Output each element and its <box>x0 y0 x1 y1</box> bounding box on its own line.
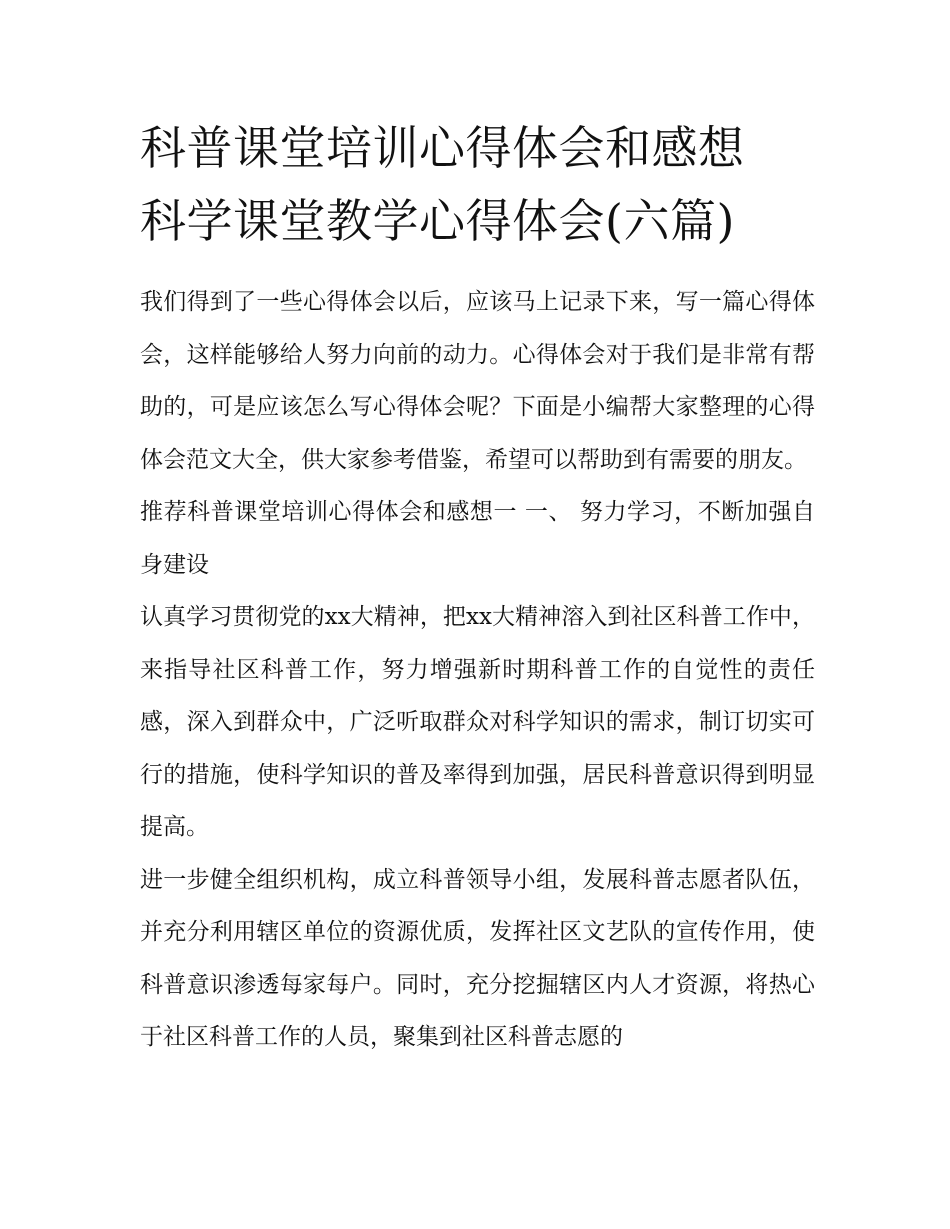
title-line-1: 科普课堂培训心得体会和感想 <box>140 121 745 175</box>
document-body <box>140 112 815 1064</box>
document-title <box>140 112 815 258</box>
body-paragraph: 进一步健全组织机构，成立科普领导小组，发展科普志愿者队伍，并充分利用辖区单位的资源优质，发挥社区文艺队的宣传作用，使科普意识渗透每家每户。同时，充分挖掘辖区内人才资源，将热心于社区科普工作的人员，聚集到社区科普志愿的 <box>140 866 815 1050</box>
section-heading: 推荐科普课堂培训心得体会和感想一 一、 努力学习，不断加强自身建设 <box>140 499 815 578</box>
body-paragraph: 认真学习贯彻党的xx大精神，把xx大精神溶入到社区科普工作中，来指导社区科普工作，努力增强新时期科普工作的自觉性的责任感，深入到群众中，广泛听取群众对科学知识的需求，制订切实可行的措施，使科学知识的普及率得到加强，居民科普意识得到明显提高。 <box>140 604 815 840</box>
intro-paragraph: 我们得到了一些心得体会以后，应该马上记录下来，写一篇心得体会，这样能够给人努力向前的动力。心得体会对于我们是非常有帮助的，可是应该怎么写心得体会呢？下面是小编帮大家整理的心得体会范文大全，供大家参考借鉴，希望可以帮助到有需要的朋友。 <box>140 289 815 473</box>
title-line-2: 科学课堂教学心得体会(六篇) <box>140 194 735 248</box>
